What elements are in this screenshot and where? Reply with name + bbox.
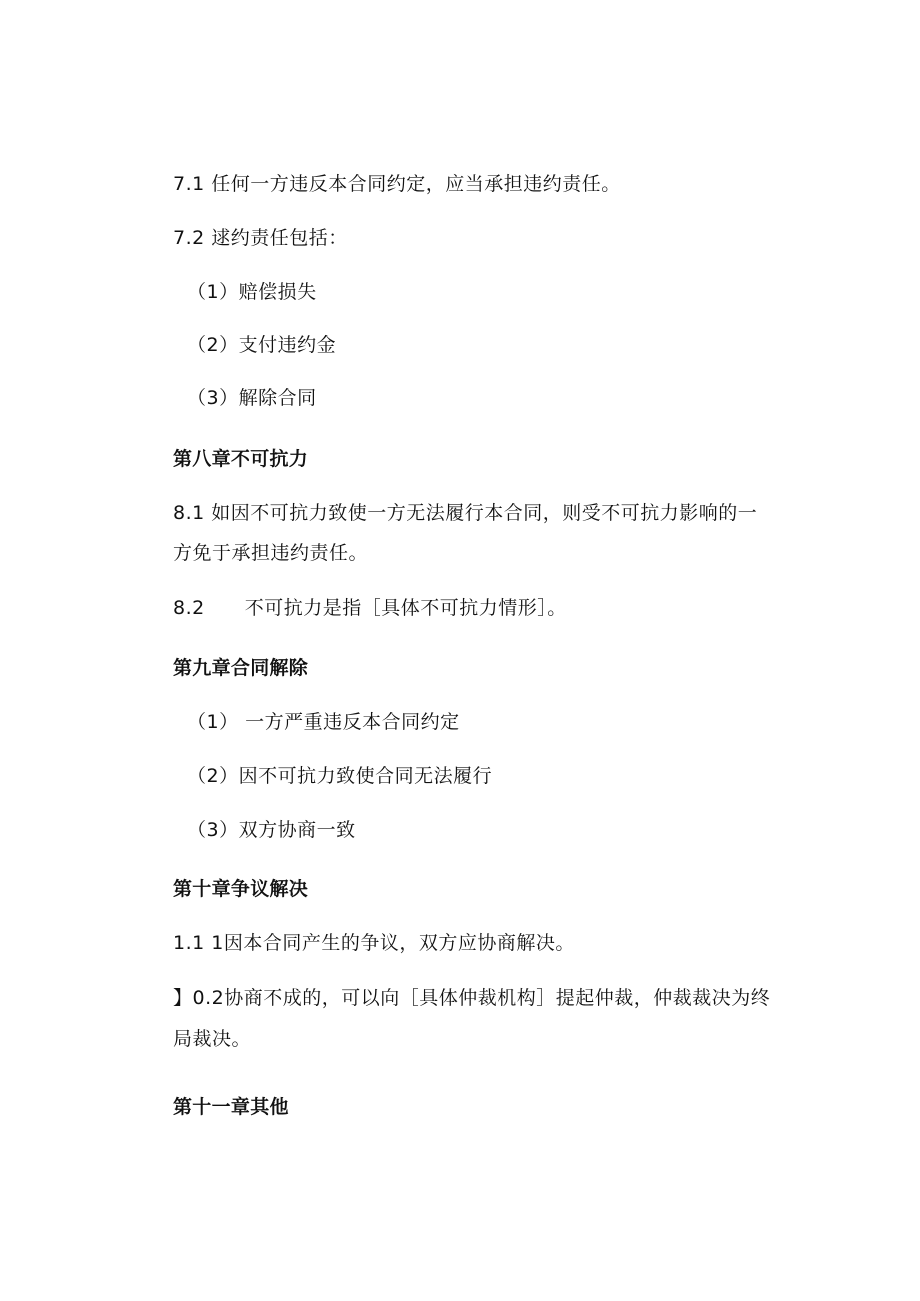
clause-8-2	[173, 596, 567, 620]
clause-7-1: 7.1 任何一方违反本合同约定，应当承担违约责任。	[173, 173, 621, 195]
chapter-9-item-3: （3）双方协商一致	[187, 819, 356, 841]
clause-10-2-line-1: 】0.2协商不成的，可以向［具体仲裁机构］提起仲裁，仲裁裁决为终	[173, 987, 771, 1009]
clause-8-1-line-2: 方免于承担违约责任。	[173, 542, 369, 564]
clause-8-1-line-1: 8.1 如因不可抗力致使一方无法履行本合同，则受不可抗力影响的一	[173, 502, 758, 524]
clause-10-2-line-2: 局裁决。	[173, 1028, 252, 1050]
chapter-9-item-1: （1） 一方严重违反本合同约定	[187, 711, 460, 733]
clause-7-2-item-2: （2）支付违约金	[187, 334, 337, 356]
clause-8-2-number: 8.2	[173, 597, 205, 619]
clause-7-2-item-3: （3）解除合同	[187, 387, 317, 409]
clause-8-2-text: 不可抗力是指［具体不可抗力情形］。	[244, 597, 567, 619]
chapter-8-heading: 第八章不可抗力	[173, 448, 309, 470]
clause-10-1: 1.1 1因本合同产生的争议，双方应协商解决。	[173, 932, 575, 954]
chapter-10-heading: 第十章争议解决	[173, 878, 309, 900]
chapter-9-heading: 第九章合同解除	[173, 657, 309, 679]
clause-7-2: 7.2 逑约责任包括：	[173, 227, 348, 249]
chapter-9-item-2: （2）因不可抗力致使合同无法履行	[187, 765, 493, 787]
chapter-11-heading: 第十一章其他	[173, 1096, 289, 1118]
clause-7-2-item-1: （1）赔偿损失	[187, 281, 317, 303]
